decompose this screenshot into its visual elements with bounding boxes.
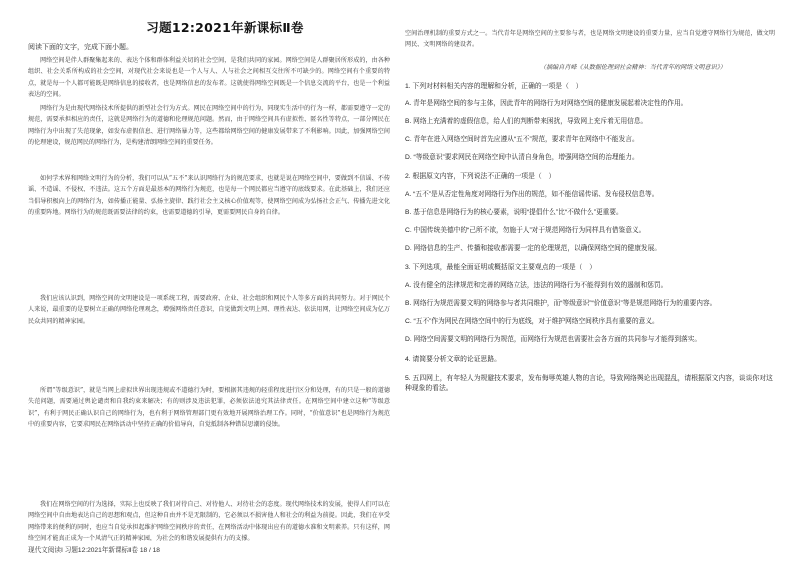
question-3-option-b: B. 网络行为规范需要文明的网络参与者共同维护，而“等级意识”“价值意识”等是规范网络行为的重要内容。 (405, 300, 717, 307)
question-3-stem: 3. 下列选项，最能全面证明或概括原文主要观点的一项是（ ） (405, 264, 597, 271)
passage-continuation: 空间治理机制的重要方式之一。当代青年是网络空间的主要参与者，也是网络文明建设的重要力量，应当自觉遵守网络行为规范，做文明网民、文明网络的建设者。 (405, 30, 775, 49)
question-1-option-c: C. 青年在进入网络空间时首先应遵从“五不”规范，要求青年在网络中不能发言。 (405, 136, 639, 143)
question-2-option-d: D. 网络信息的生产、传播和接收都需要一定的伦理规范，以确保网络空间的健康发展。 (405, 245, 661, 252)
passage-paragraph-1: 网络空间是伴人群聚集起来的、表达个体和群体利益关切的社会空间，是我们共同的家园。网络空间是人群聚居所形成的，由各种组织、社会关系所构成的社会空间，对现代社会来说也是一个人与人、人与社会之间相互交往所不可缺少的。网络空间有个重要的特点，就是每一个人都可能既是网络信息的接收者，也是网络信息的发布者。这就使得网络空间既是一个信息交流的平台，也是一个利益表达的空间。 (28, 57, 390, 98)
passage-paragraph-3: 如何学术界和网络文明行为的分析，我们可以从“五不”来认识网络行为的规范要求，也就是说在网络空间中，要做到不信谣、不传谣、不造谣、不侵权、不违法。这五个方面是最基本的网络行为规范，也是每一个网民都应当遵守的底线要求。在此基础上，我们还应当倡导积极向上的网络行为，如传播正能量、弘扬主旋律、践行社会主义核心价值观等，使网络空间成为弘扬社会正气、传播先进文化的重要阵地。网络行为的规范既需要法律的约束，也需要道德的引导，更需要网民自身的自律。 (28, 175, 390, 216)
question-2-option-c: C. 中国传统美德中的“己所不欲，勿施于人”对于规范网络行为同样具有借鉴意义。 (405, 227, 646, 234)
passage-paragraph-2: 网络行为是由现代网络技术所提供的新型社会行为方式。网民在网络空间中的行为，同现实生活中的行为一样，都需要遵守一定的规范，需要承担相应的责任，这就是网络行为的道德和伦理规范问题。然而，由于网络空间具有虚拟性、匿名性等特点，一部分网民在网络行为中出现了失范现象，如发布虚假信息、进行网络暴力等，这些都给网络空间的健康发展带来了不利影响。因此，加强网络空间的伦理建设，规范网民的网络行为，是构建清朗网络空间的重要任务。 (28, 105, 390, 146)
passage-paragraph-5: 所谓“等级意识”，就是当网上虚拟世界出现违规或不道德行为时，要根据其违规的轻重程度进行区分和处理，有的只是一般的道德失范问题，需要通过舆论谴责和自我约束来解决；有的则涉及违法犯罪，必须依法追究其法律责任。在网络空间中建立这种“等级意识”，有利于网民正确认识自己的网络行为，也有利于网络管理部门更有效地开展网络治理工作。同时，“价值意识”也是网络行为规范中的重要内容，它要求网民在网络活动中坚持正确的价值导向，自觉抵制各种错误思潮的侵蚀。 (28, 387, 390, 428)
passage-paragraph-6: 我们在网络空间的行为选择，实际上也反映了我们对待自己、对待他人、对待社会的态度。现代网络技术的发展，使得人们可以在网络空间中自由地表达自己的思想和观点，但这种自由并不是无限制的，它必须以不损害他人和社会的利益为前提。因此，我们在享受网络带来的便利的同时，也应当自觉承担起维护网络空间秩序的责任，在网络活动中体现出应有的道德水准和文明素养。只有这样，网络空间才能真正成为一个风清气正的精神家园，为社会的和谐发展提供有力的支撑。 (28, 501, 390, 541)
page-footer: 现代文阅读Ⅰ 习题12:2021年新课标Ⅱ卷 18 / 18 (28, 547, 160, 554)
question-5-stem: 5. 五四网上，有年轻人为规避技术要求，发布侮辱英雄人物的言论，导致网络舆论出现混乱，请根据原文内容，谈谈你对这种现象的看法。 (405, 375, 773, 392)
question-3-option-a: A. 没有健全的法律规范和完善的网络立法，违法的网络行为不能得到有效的遏制和惩罚。 (405, 282, 668, 289)
question-1-option-d: D. “等级意识”要求网民在网络空间中认清自身角色，增强网络空间的治理能力。 (405, 154, 639, 161)
page-title: 习题12:2021年新课标Ⅱ卷 (146, 20, 304, 35)
passage-paragraph-4: 我们应该认识到，网络空间的文明建设是一项系统工程，需要政府、企业、社会组织和网民个人等多方面的共同努力。对于网民个人来说，最重要的是要树立正确的网络伦理观念，增强网络责任意识，自觉做到文明上网、理性表达、依法用网，让网络空间成为亿万民众共同的精神家园。 (28, 295, 390, 325)
question-1-option-b: B. 网络上充满着的虚假信息，给人们的判断带来困扰，导致网上充斥着无用信息。 (405, 118, 648, 125)
question-1-stem: 1. 下列对材料相关内容的理解和分析，正确的一项是（ ） (405, 83, 583, 90)
source-citation: （摘编自肖峰《从数据伦理到社会精神：当代青年的网络文明意识》） (540, 64, 726, 71)
question-2-stem: 2. 根据原文内容，下列说法不正确的一项是（ ） (405, 173, 556, 180)
intro-instruction: 阅读下面的文字，完成下面小题。 (28, 43, 133, 51)
question-2-option-a: A. “五不”是从否定性角度对网络行为作出的规范，如不能信谣传谣、发布侵权信息等。 (405, 191, 659, 198)
question-3-option-c: C. “五不”作为网民在网络空间中的行为底线，对于维护网络空间秩序具有重要的意义。 (405, 318, 659, 325)
question-1-option-a: A. 青年是网络空间的参与主体，因此青年的网络行为对网络空间的健康发展起着决定性的作用。 (405, 100, 688, 107)
question-4-stem: 4. 请简要分析文章的论证思路。 (405, 356, 501, 363)
question-2-option-b: B. 基于信息是网络行为的核心要素，说明“提倡什么”比“不做什么”更重要。 (405, 209, 623, 216)
question-3-option-d: D. 网络空间需要文明的网络行为规范，而网络行为规范也需要社会各方面的共同参与才能得到落实。 (405, 336, 702, 343)
